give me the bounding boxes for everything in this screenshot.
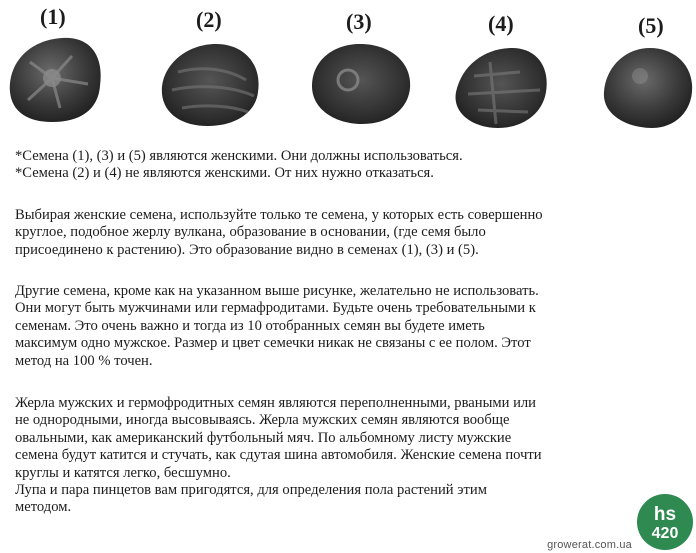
seed-label-2: (2) [196,7,222,32]
watermark-text: growerat.com.ua [547,539,632,551]
seed-5 [604,48,692,128]
text-line: Жерла мужских и гермофродитных семян являются переполненными, рваными или [15,395,536,411]
hs420-logo [636,493,694,551]
paragraph-male-seeds [15,395,687,517]
paragraph-other-seeds [15,283,687,370]
text-line: не однородными, иногда высовываясь. Жерла мужских семян являются вообще [15,412,510,429]
text-line: овальными, как американский футбольный мяч. По альбомному листу мужские [15,429,512,446]
seed-2 [162,44,259,126]
seed-1 [10,38,101,122]
seed-label-4: (4) [488,11,514,36]
text-line: Другие семена, кроме как на указанном выше рисунке, желательно не использовать. [15,283,539,299]
paragraph-female-selection [15,207,687,259]
seed-label-5: (5) [638,13,664,38]
text-line: максимум одно мужское. Размер и цвет семечки никак не связаны с ее полом. Этот [15,335,531,352]
seed-label-1: (1) [40,4,66,29]
seed-label-3: (3) [346,9,372,34]
text-line: круглы и катятся легко, бесшумно. [15,464,231,481]
text-line: Они могут быть мужчинами или гермафродитами. Будьте очень требовательными к [15,300,536,317]
logo-line2: 420 [651,525,679,542]
logo-line1: hs [653,504,677,525]
note-not-female: *Семена (2) и (4) не являются женскими. От них нужно отказаться. [15,165,434,182]
text-line: присоединено к растению). Это образование видно в семенах (1), (3) и (5). [15,241,479,258]
text-line: семена будут катится и стучать, как сдутая шина автомобиля. Женские семена почти [15,447,542,464]
seed-notes [15,148,687,183]
text-line: метод на 100 % точен. [15,352,153,369]
text-line: методом. [15,499,72,516]
note-female: *Семена (1), (3) и (5) являются женскими. Они должны использоваться. [15,148,463,164]
seed-3 [312,44,410,124]
text-line: Выбирая женские семена, используйте только те семена, у которых есть совершенно [15,207,543,223]
text-line: Лупа и пара пинцетов вам пригодятся, для определения пола растений этим [15,482,487,499]
text-line: семенам. Это очень важно и тогда из 10 отобранных семян вы будете иметь [15,317,485,334]
seed-illustrations [0,0,696,140]
seeds-svg [0,0,696,140]
text-line: круглое, подобное жерлу вулкана, образование в основании, (где семя было [15,224,486,241]
seed-4 [456,48,547,128]
